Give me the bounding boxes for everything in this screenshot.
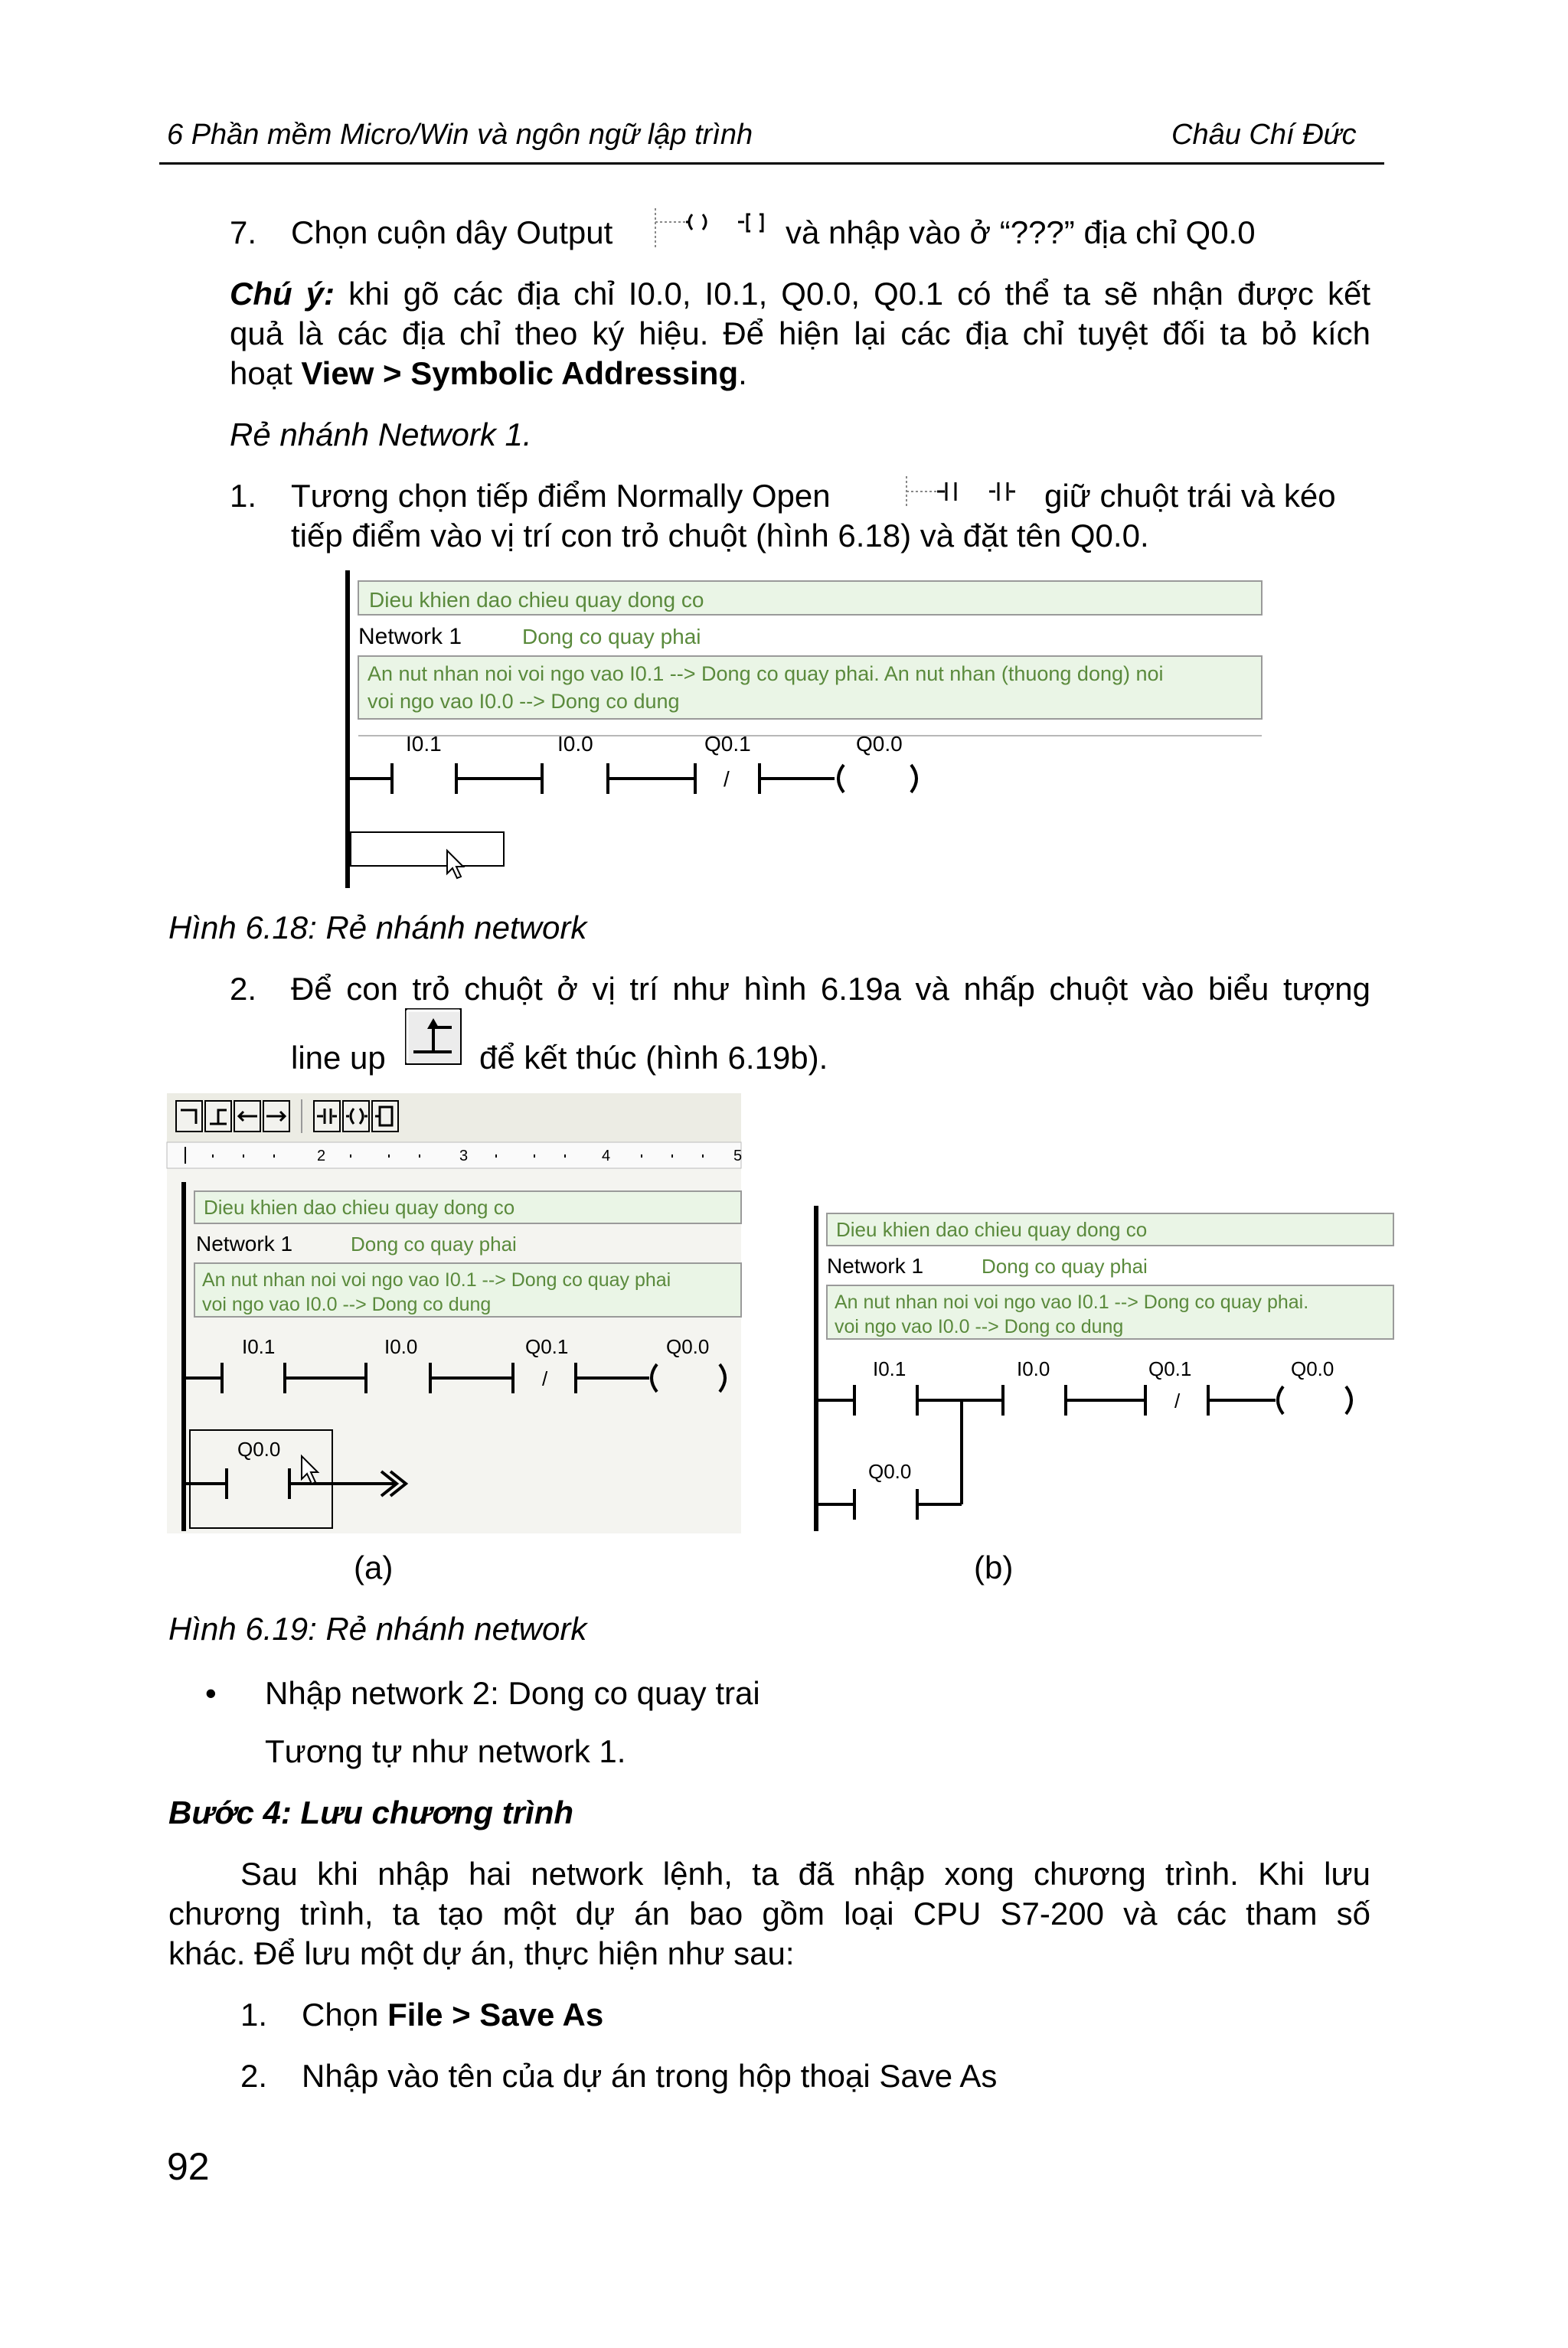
note-line1-text: khi gõ các địa chỉ I0.0, I0.1, Q0.0, Q0.1 có thể ta sẽ nhận được kết — [348, 276, 1371, 312]
ladder-title-a: Dieu khien dao chieu quay dong co — [204, 1196, 515, 1219]
editor-toolbar — [176, 1099, 398, 1133]
network-comment-2: voi ngo vao I0.0 --> Dong co dung — [368, 690, 680, 713]
contact-label-q01-b: Q0.1 — [1148, 1357, 1192, 1380]
note-line3-bold: View > Symbolic Addressing — [301, 355, 739, 391]
contact-label-q01-a: Q0.1 — [525, 1335, 569, 1358]
step1-pre: Tương chọn tiếp điểm Normally Open — [291, 478, 831, 514]
contact-label-q01: Q0.1 — [704, 732, 751, 756]
note-line3-pre: hoạt — [230, 355, 302, 391]
network-label-a: Network 1 — [196, 1232, 293, 1256]
note-line3 — [230, 354, 747, 394]
step2-line1 — [230, 969, 1370, 1009]
ruler-tick-3: 3 — [459, 1148, 469, 1164]
ruler-tick-5: 5 — [733, 1148, 743, 1164]
save-step2-text: Nhập vào tên của dự án trong hộp thoại Save As — [302, 2058, 998, 2094]
step2-line1-text: Để con trỏ chuột ở vị trí như hình 6.19a và nhấp chuột vào biểu tượng — [291, 971, 1370, 1007]
bullet-sub: Tương tự như network 1. — [265, 1733, 626, 1769]
step7-post: và nhập vào ở “???” địa chỉ Q0.0 — [786, 214, 1256, 250]
branch-label-q00-b: Q0.0 — [868, 1460, 912, 1483]
contact-label-i00-a: I0.0 — [384, 1335, 418, 1358]
network-comment-2-b: voi ngo vao I0.0 --> Dong co dung — [835, 1316, 1124, 1337]
branch-heading: Rẻ nhánh Network 1. — [230, 416, 532, 452]
contact-label-i01-b: I0.1 — [873, 1357, 906, 1380]
save-step1-pre: Chọn — [302, 1997, 388, 2033]
step1-num: 1. — [230, 478, 257, 514]
network-label-b: Network 1 — [827, 1254, 924, 1278]
header-chapter: 6 Phần mềm Micro/Win và ngôn ngữ lập trình — [167, 119, 753, 151]
header-rule — [159, 162, 1384, 165]
para-line3: khác. Để lưu một dự án, thực hiện như sau: — [168, 1935, 795, 1971]
ladder-title-b: Dieu khien dao chieu quay dong co — [836, 1218, 1148, 1241]
ruler-tick-2: 2 — [317, 1148, 326, 1164]
contact-slash: / — [724, 767, 730, 791]
step2-post: để kết thúc (hình 6.19b). — [479, 1040, 828, 1076]
line-up-icon — [404, 1007, 462, 1066]
figure-6-18-caption: Hình 6.18: Rẻ nhánh network — [168, 909, 587, 945]
figure-6-19a — [167, 1093, 741, 1533]
save-step2 — [240, 2056, 997, 2096]
network-comment-1-b: An nut nhan noi voi ngo vao I0.1 --> Dong co quay phai. — [835, 1292, 1309, 1313]
ruler-tick-4: 4 — [602, 1148, 611, 1164]
insertion-cursor-box — [351, 832, 504, 866]
save-step1 — [240, 1995, 603, 2035]
step7-line — [230, 213, 612, 253]
coil-label-q00-b: Q0.0 — [1291, 1357, 1334, 1380]
step1-line2: tiếp điểm vào vị trí con trỏ chuột (hình 6.18) và đặt tên Q0.0. — [291, 518, 1149, 554]
header-author: Châu Chí Đức — [1171, 119, 1357, 151]
note-line3-post: . — [738, 355, 747, 391]
network-comment-2-a: voi ngo vao I0.0 --> Dong co dung — [202, 1294, 492, 1315]
save-step2-num: 2. — [240, 2058, 268, 2094]
figure-6-19a-label: (a) — [354, 1550, 394, 1585]
coil-label-q00-a: Q0.0 — [666, 1335, 710, 1358]
contact-label-i00: I0.0 — [557, 732, 593, 756]
contact-label-i01-a: I0.1 — [242, 1335, 276, 1358]
normally-open-contact-icon — [903, 473, 1026, 511]
figure-6-19b — [812, 1206, 1393, 1533]
step2-num: 2. — [230, 971, 257, 1007]
bullet-mark: • — [205, 1675, 217, 1711]
para-line2: chương trình, ta tạo một dự án bao gồm loại CPU S7-200 và các tham số — [168, 1896, 1370, 1932]
save-step1-bold: File > Save As — [387, 1997, 604, 2033]
para-line1: Sau khi nhập hai network lệnh, ta đã nhập xong chương trình. Khi lưu — [240, 1856, 1370, 1892]
step1-line — [230, 476, 831, 516]
ladder-rung — [348, 763, 916, 794]
network-label: Network 1 — [358, 624, 462, 649]
network-comment-1-a: An nut nhan noi voi ngo vao I0.1 --> Dong co quay phai — [202, 1269, 671, 1291]
contact-slash-a: / — [542, 1367, 548, 1390]
step4-heading: Bước 4: Lưu chương trình — [168, 1794, 573, 1830]
page-number: 92 — [167, 2145, 210, 2188]
step7-num: 7. — [230, 214, 257, 250]
figure-6-19-caption: Hình 6.19: Rẻ nhánh network — [168, 1611, 587, 1647]
save-step1-num: 1. — [240, 1997, 268, 2033]
step2-pre: line up — [291, 1040, 386, 1076]
ladder-title: Dieu khien dao chieu quay dong co — [369, 588, 704, 612]
step7-pre: Chọn cuộn dây Output — [291, 214, 613, 250]
output-coil-icon — [652, 205, 782, 251]
coil-label-q00: Q0.0 — [856, 732, 903, 756]
branch-label-q00-a: Q0.0 — [237, 1438, 281, 1461]
network-title: Dong co quay phai — [522, 625, 701, 648]
contact-label-i00-b: I0.0 — [1017, 1357, 1050, 1380]
bullet-text: Nhập network 2: Dong co quay trai — [265, 1675, 760, 1711]
network-comment-1: An nut nhan noi voi ngo vao I0.1 --> Dong co quay phai. An nut nhan (thuong dong) noi — [368, 662, 1164, 685]
figure-6-19b-label: (b) — [974, 1550, 1014, 1585]
contact-label-i01: I0.1 — [406, 732, 442, 756]
figure-6-18 — [345, 570, 1263, 892]
note-label: Chú ý: — [230, 276, 335, 312]
network-title-b: Dong co quay phai — [982, 1255, 1148, 1278]
network-title-a: Dong co quay phai — [351, 1233, 517, 1256]
note-line1 — [230, 274, 1370, 314]
editor-ruler — [167, 1142, 741, 1168]
step1-post: giữ chuột trái và kéo — [1044, 478, 1336, 514]
contact-slash-b: / — [1174, 1390, 1181, 1412]
note-line2: quả là các địa chỉ theo ký hiệu. Để hiện lại các địa chỉ tuyệt đối ta bỏ kích — [230, 315, 1370, 351]
